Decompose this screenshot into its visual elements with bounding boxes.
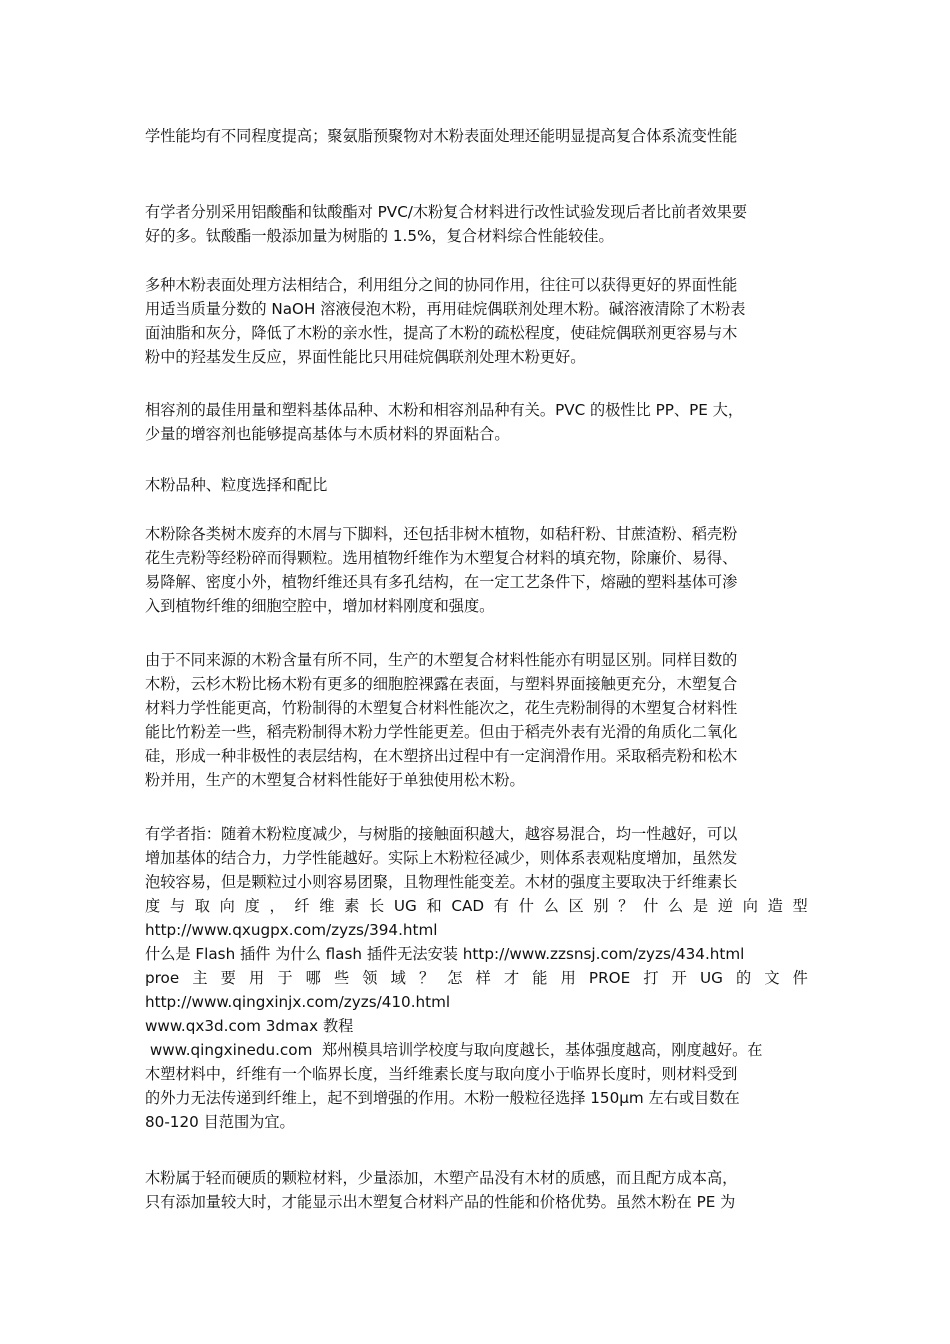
word: 什: [643, 897, 659, 915]
paragraph-5: [145, 648, 808, 792]
text-line: 花生壳粉等经粉碎而得颗粒。选用植物纤维作为木塑复合材料的填充物，除廉价、易得、: [145, 549, 738, 567]
word: 与: [169, 897, 186, 915]
word: 区: [568, 897, 584, 915]
word: 用: [248, 969, 265, 987]
word: 文: [764, 969, 780, 987]
word: 么: [668, 897, 684, 915]
word: 别: [593, 897, 609, 915]
text-line: 只有添加量较大时，才能显示出木塑复合材料产品的性能和价格优势。虽然木粉在 PE 为: [145, 1193, 736, 1211]
text-line: 材料力学性能更高，竹粉制得的木塑复合材料性能次之，花生壳粉制得的木塑复合材料性: [145, 699, 738, 717]
word: 有: [493, 897, 509, 915]
paragraph-7: [145, 1166, 808, 1214]
word: 长: [369, 897, 385, 915]
word: 维: [319, 897, 335, 915]
text-line: 有学者分别采用铝酸酯和钛酸酯对 PVC/木粉复合材料进行改性试验发现后者比前者效果要: [145, 203, 748, 221]
word: ，: [269, 897, 285, 915]
text-line: 由于不同来源的木粉含量有所不同，生产的木塑复合材料性能亦有明显区别。同样目数的: [145, 651, 738, 669]
word: 造: [767, 897, 783, 915]
word: 向: [742, 897, 758, 915]
justified-line-proe: [145, 966, 808, 990]
text-line: www.qx3d.com 3dmax 教程: [145, 1017, 354, 1035]
paragraph-6: [145, 822, 808, 1134]
text-line: 增加基体的结合力，力学性能越好。实际上木粉粒径减少，则体系表观粘度增加，虽然发: [145, 849, 738, 867]
word: 度: [244, 897, 260, 915]
text-line: 用适当质量分数的 NaOH 溶液侵泡木粉，再用硅烷偶联剂处理木粉。碱溶液清除了木粉表: [145, 300, 746, 318]
word: 向: [219, 897, 235, 915]
word: 才: [503, 969, 520, 987]
url-text: http://www.qxugpx.com/zyzs/394.html: [145, 921, 438, 939]
word: 是: [692, 897, 709, 915]
word: 度: [145, 897, 161, 915]
text-line: 粉中的羟基发生反应，界面性能比只用硅烷偶联剂处理木粉更好。: [145, 348, 586, 366]
url-text: http://www.qingxinjx.com/zyzs/410.html: [145, 993, 451, 1011]
word: 型: [792, 897, 808, 915]
text-line: 学性能均有不同程度提高；聚氨脂预聚物对木粉表面处理还能明显提高复合体系流变性能: [145, 127, 738, 145]
text-line: 易降解、密度小外，植物纤维还具有多孔结构，在一定工艺条件下，熔融的塑料基体可渗: [145, 573, 738, 591]
word: UG: [393, 897, 417, 915]
word: 要: [220, 969, 236, 987]
word: 能: [532, 969, 548, 987]
word: 逆: [717, 897, 733, 915]
text-line: 入到植物纤维的细胞空腔中，增加材料刚度和强度。: [145, 597, 495, 615]
heading-text: 木粉品种、粒度选择和配比: [145, 476, 328, 494]
paragraph-3: [145, 398, 808, 446]
word: 用: [560, 969, 576, 987]
text-line: 相容剂的最佳用量和塑料基体品种、木粉和相容剂品种有关。PVC 的极性比 PP、PE 大，: [145, 401, 744, 419]
word: 些: [333, 969, 350, 987]
text-line: 木粉除各类树木废弃的木屑与下脚料，还包括非树木植物，如秸秆粉、甘蔗渣粉、稻壳粉: [145, 525, 738, 543]
text-line: 硅，形成一种非极性的表层结构，在木塑挤出过程中有一定润滑作用。采取稻壳粉和松木: [145, 747, 738, 765]
text-line: 多种木粉表面处理方法相结合，利用组分之间的协同作用，往往可以获得更好的界面性能: [145, 276, 738, 294]
word: 么: [543, 897, 559, 915]
text-line: 木粉属于轻而硬质的颗粒材料，少量添加，木塑产品没有木材的质感，而且配方成本高，: [145, 1169, 738, 1187]
word: 纤: [294, 897, 310, 915]
word: 什: [518, 897, 534, 915]
text-line: 木塑材料中，纤维有一个临界长度，当纤维素长度与取向度小于临界长度时，则材料受到: [145, 1065, 738, 1083]
word: UG: [699, 969, 723, 987]
text-line: 木粉，云杉木粉比杨木粉有更多的细胞腔裸露在表面，与塑料界面接触更充分，木塑复合: [145, 675, 738, 693]
word: 开: [671, 969, 687, 987]
text-line: 有学者指：随着木粉粒度减少，与树脂的接触面积越大，越容易混合，均一性越好，可以: [145, 825, 738, 843]
paragraph-4: [145, 522, 808, 618]
word: 的: [736, 969, 752, 987]
word: 打: [643, 969, 659, 987]
text-line: 80-120 目范围为宜。: [145, 1113, 295, 1131]
word: 件: [792, 969, 808, 987]
word: 怎: [447, 969, 463, 987]
paragraph-1: [145, 200, 808, 248]
word: 于: [277, 969, 293, 987]
text-line: 好的多。钛酸酯一般添加量为树脂的 1.5%，复合材料综合性能较佳。: [145, 227, 614, 245]
word: CAD: [451, 897, 485, 915]
text-line: 面油脂和灰分，降低了木粉的亲水性，提高了木粉的疏松程度，使硅烷偶联剂更容易与木: [145, 324, 738, 342]
text-line: www.qingxinedu.com 郑州模具培训学校度与取向度越长，基体强度越高，刚度越好。在: [145, 1041, 763, 1059]
paragraph-0: [145, 124, 808, 148]
text-line: 能比竹粉差一些，稻壳粉制得木粉力学性能更差。但由于稻壳外表有光滑的角质化二氧化: [145, 723, 738, 741]
word: ？: [618, 897, 634, 915]
word: proe: [145, 969, 180, 987]
word: 哪: [305, 969, 321, 987]
word: 和: [426, 897, 442, 915]
paragraph-2: [145, 273, 808, 369]
section-heading: [145, 473, 808, 497]
word: 取: [194, 897, 210, 915]
text-line: 的外力无法传递到纤维上，起不到增强的作用。木粉一般粒径选择 150μm 左右或目数在: [145, 1089, 740, 1107]
word: 素: [344, 897, 360, 915]
text-line: 什么是 Flash 插件 为什么 flash 插件无法安装 http://www.zzsnsj.com/zyzs/434.html: [145, 945, 745, 963]
word: PROE: [588, 969, 631, 987]
word: 样: [475, 969, 491, 987]
text-line: 粉并用，生产的木塑复合材料性能好于单独使用松木粉。: [145, 771, 525, 789]
text-line: 少量的增容剂也能够提高基体与木质材料的界面粘合。: [145, 425, 510, 443]
word: ？: [418, 969, 435, 987]
word: 领: [362, 969, 378, 987]
word: 域: [390, 969, 406, 987]
text-line: 泡较容易，但是颗粒过小则容易团聚，且物理性能变差。木材的强度主要取决于纤维素长: [145, 873, 738, 891]
justified-line-ug-cad: [145, 894, 808, 918]
word: 主: [192, 969, 208, 987]
